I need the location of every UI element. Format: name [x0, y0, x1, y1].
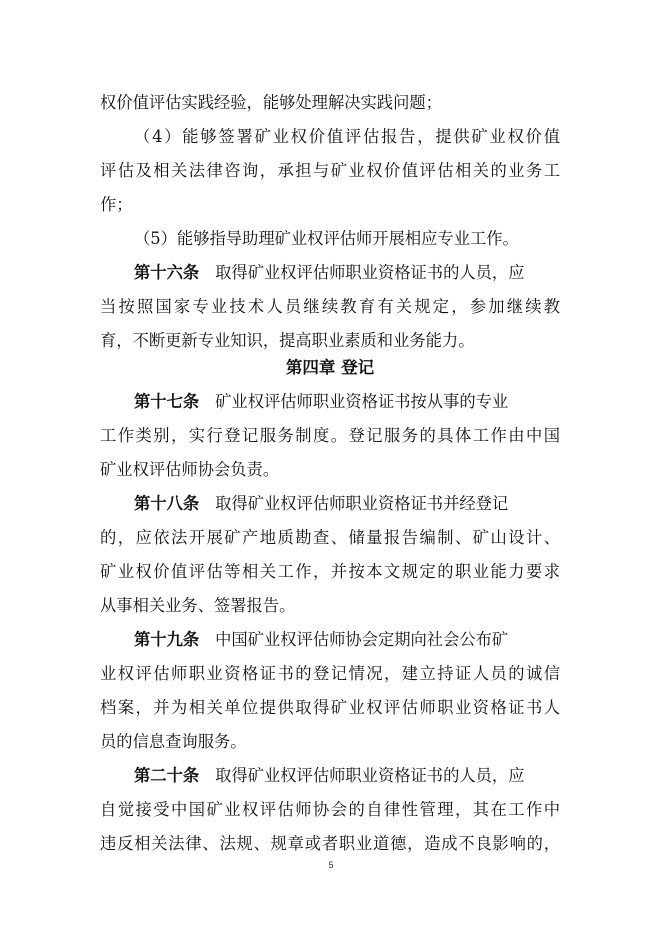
- text-line: 从事相关业务、签署报告。: [100, 596, 296, 615]
- article-19-title: 第十九条: [134, 630, 200, 649]
- text-line: 工作类别，实行登记服务制度。登记服务的具体工作由中国: [100, 426, 560, 445]
- article-16-first-line: [134, 256, 560, 290]
- list-item-4: （4）能够签署矿业权价值评估报告，提供矿业权价值: [134, 127, 560, 146]
- text-line: 权价值评估实践经验，能够处理解决实践问题；: [100, 93, 442, 112]
- article-20-title: 第二十条: [134, 766, 200, 785]
- article-18-text: 取得矿业权评估师职业资格证书并经登记: [215, 494, 509, 513]
- article-16-text: 取得矿业权评估师职业资格证书的人员，应: [215, 263, 525, 282]
- article-17-text: 矿业权评估师职业资格证书按从事的专业: [215, 392, 509, 411]
- chapter-heading: 第四章 登记: [285, 358, 375, 377]
- text-line: 员的信息查询服务。: [100, 732, 247, 751]
- text-line: 育，不断更新专业知识，提高职业素质和业务能力。: [100, 331, 475, 350]
- text-line: 评估及相关法律咨询，承担与矿业权价值评估相关的业务工: [100, 161, 560, 180]
- article-20-text: 取得矿业权评估师职业资格证书的人员，应: [215, 766, 525, 785]
- text-line: 作；: [100, 195, 133, 214]
- article-19-text: 中国矿业权评估师协会定期向社会公布矿: [215, 630, 509, 649]
- text-line: 业权评估师职业资格证书的登记情况，建立持证人员的诚信: [100, 664, 560, 683]
- list-item-5: （5）能够指导助理矿业权评估师开展相应专业工作。: [134, 229, 519, 248]
- article-20-first-line: [134, 759, 560, 793]
- article-19-first-line: [134, 623, 560, 657]
- article-17-title: 第十七条: [134, 392, 200, 411]
- text-line: 的，应依法开展矿产地质勘查、储量报告编制、矿山设计、: [100, 528, 560, 547]
- article-18-first-line: [134, 487, 560, 521]
- text-line: 违反相关法律、法规、规章或者职业道德，造成不良影响的，: [100, 834, 560, 853]
- page-number: 5: [328, 860, 334, 870]
- text-line: 自觉接受中国矿业权评估师协会的自律性管理，其在工作中: [100, 800, 560, 819]
- text-line: 矿业权价值评估等相关工作，并按本文规定的职业能力要求: [100, 562, 560, 581]
- text-line: 矿业权评估师协会负责。: [100, 460, 280, 479]
- article-18-title: 第十八条: [134, 494, 200, 513]
- text-line: 当按照国家专业技术人员继续教育有关规定，参加继续教: [100, 297, 560, 316]
- article-16-title: 第十六条: [134, 263, 200, 282]
- text-line: 档案，并为相关单位提供取得矿业权评估师职业资格证书人: [100, 698, 560, 717]
- article-17-first-line: [134, 385, 560, 419]
